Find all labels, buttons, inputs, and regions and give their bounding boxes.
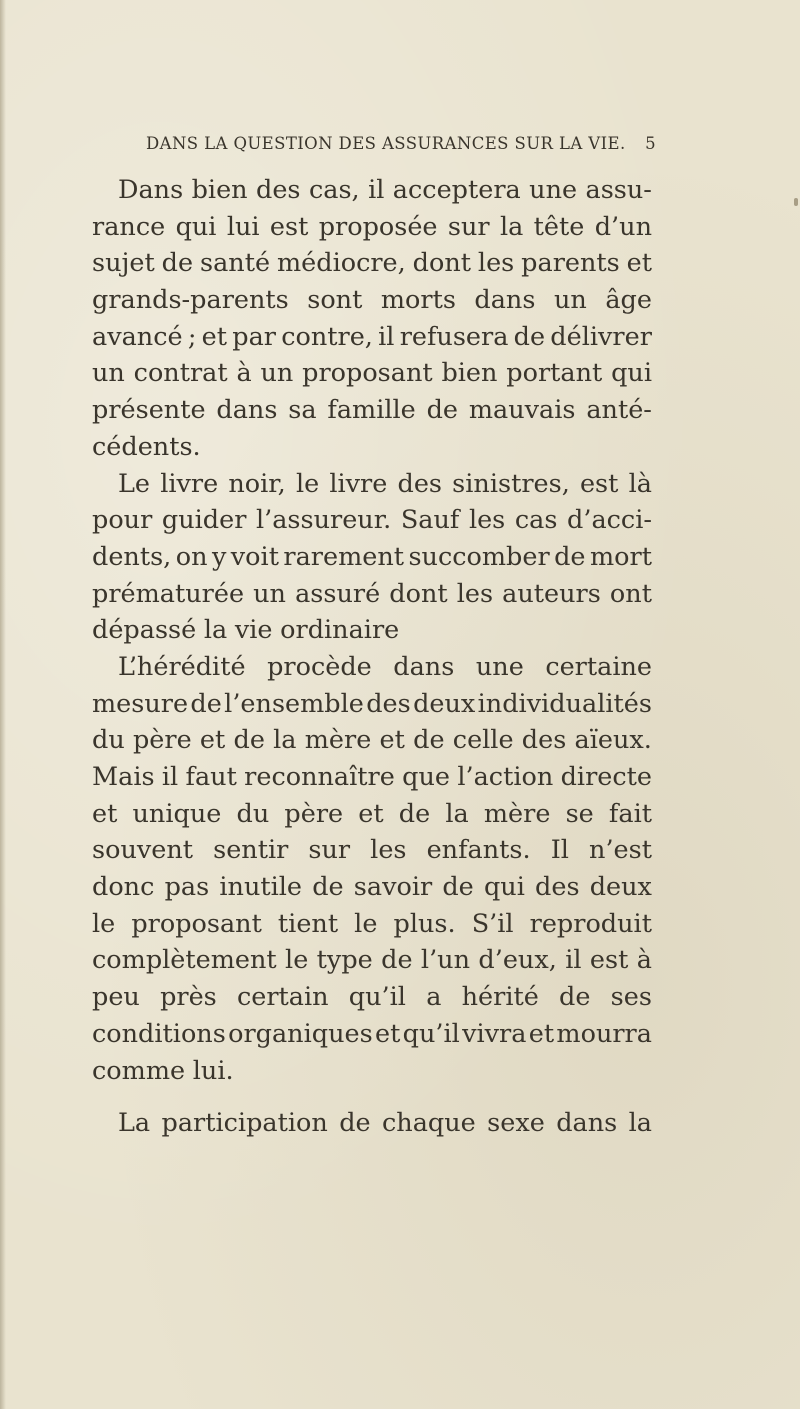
word: la bbox=[203, 615, 228, 646]
word: la bbox=[628, 1108, 652, 1139]
word: faut bbox=[185, 762, 237, 792]
word: il bbox=[368, 175, 385, 205]
word: participation bbox=[161, 1108, 328, 1139]
word: de bbox=[161, 248, 194, 279]
word: acceptera bbox=[392, 175, 521, 205]
word: parents bbox=[521, 248, 620, 279]
word: sinistres, bbox=[452, 468, 570, 499]
word: qui bbox=[611, 358, 652, 389]
word: directe bbox=[560, 762, 652, 792]
text-line bbox=[92, 869, 652, 906]
word: de bbox=[312, 872, 344, 903]
text-line bbox=[92, 576, 652, 613]
word: les bbox=[468, 505, 506, 536]
text-line bbox=[92, 1016, 652, 1053]
word: et bbox=[92, 798, 118, 829]
word: conditions bbox=[92, 1018, 226, 1049]
word: souvent bbox=[92, 835, 194, 866]
word: les bbox=[456, 578, 494, 609]
word: donc bbox=[92, 872, 155, 903]
word: mauvais bbox=[468, 395, 576, 426]
word: dont bbox=[389, 578, 448, 609]
word: qu’il bbox=[402, 1018, 460, 1049]
word: présente bbox=[92, 395, 206, 426]
word: ses bbox=[610, 982, 652, 1013]
word: sur bbox=[308, 835, 351, 866]
word: sujet bbox=[92, 248, 155, 279]
text-line bbox=[92, 796, 652, 833]
word: une bbox=[475, 651, 524, 682]
word: les bbox=[370, 835, 407, 866]
word: aïeux. bbox=[574, 725, 652, 756]
word: ont bbox=[609, 578, 652, 609]
word: refusera bbox=[399, 321, 509, 352]
word: succomber bbox=[408, 541, 550, 572]
word: celle bbox=[452, 725, 514, 756]
word: contre, bbox=[281, 321, 373, 352]
word: là bbox=[628, 468, 652, 499]
word: livre bbox=[329, 468, 388, 499]
word: fait bbox=[608, 798, 652, 829]
word: du bbox=[236, 798, 270, 829]
word: dans bbox=[474, 285, 536, 316]
word: qui bbox=[483, 872, 525, 903]
word: il bbox=[565, 945, 582, 976]
word: rarement bbox=[283, 541, 405, 572]
text-line bbox=[92, 282, 652, 319]
word: de bbox=[559, 982, 591, 1013]
word: pour bbox=[92, 505, 153, 536]
word: voit bbox=[230, 541, 279, 572]
word: anté- bbox=[586, 395, 652, 426]
word: individualités bbox=[477, 688, 652, 719]
word: dans bbox=[556, 1108, 618, 1139]
word: on bbox=[175, 541, 208, 572]
word: prématurée bbox=[92, 578, 245, 609]
text-line bbox=[92, 649, 652, 686]
word: dépassé bbox=[92, 615, 197, 646]
word: de bbox=[513, 321, 546, 352]
word: et bbox=[199, 725, 226, 756]
word: des bbox=[397, 468, 443, 499]
text-line bbox=[92, 832, 652, 869]
word: savoir bbox=[353, 872, 433, 903]
word: âge bbox=[605, 285, 652, 316]
word: père bbox=[132, 725, 192, 756]
text-line bbox=[92, 429, 652, 466]
word: délivrer bbox=[550, 321, 652, 352]
word: a bbox=[426, 982, 442, 1013]
word: et bbox=[528, 1018, 555, 1049]
word: d’acci- bbox=[567, 505, 652, 536]
word: et bbox=[379, 725, 405, 756]
word: des bbox=[366, 688, 411, 719]
word: médiocre, bbox=[276, 248, 406, 279]
word: ; bbox=[187, 321, 197, 352]
word: mourra bbox=[556, 1018, 652, 1049]
word: l’action bbox=[457, 762, 554, 792]
word: des bbox=[521, 725, 567, 756]
word: la bbox=[273, 725, 297, 756]
word: proposée bbox=[318, 211, 438, 242]
word: contrat bbox=[133, 358, 228, 389]
text-line bbox=[92, 722, 652, 759]
word: sont bbox=[307, 285, 363, 316]
word: proposant bbox=[131, 908, 262, 939]
word: L’hérédité bbox=[118, 651, 246, 682]
word: Sauf bbox=[400, 505, 460, 536]
word: de bbox=[233, 725, 265, 756]
word: mère bbox=[483, 798, 551, 829]
word: qui bbox=[175, 211, 217, 242]
page-edge-shadow bbox=[0, 0, 6, 1409]
word: de bbox=[442, 872, 474, 903]
word: ordinaire bbox=[280, 615, 400, 646]
word: assuré bbox=[295, 578, 381, 609]
word: le bbox=[92, 908, 116, 939]
word: bien bbox=[441, 358, 498, 389]
word: il bbox=[161, 762, 179, 792]
text-line bbox=[92, 319, 652, 356]
word: à bbox=[236, 358, 252, 389]
body-text bbox=[92, 172, 652, 1142]
text-line bbox=[92, 686, 652, 723]
word: est bbox=[589, 945, 629, 976]
word: Le bbox=[118, 468, 151, 499]
word: sur bbox=[447, 211, 490, 242]
word: organiques bbox=[228, 1018, 373, 1049]
word: de bbox=[426, 395, 459, 426]
word: reproduit bbox=[529, 908, 652, 939]
word: de bbox=[398, 798, 431, 829]
word: l’ensemble bbox=[224, 688, 364, 719]
word: rance bbox=[92, 211, 166, 242]
running-head bbox=[146, 134, 656, 158]
word: Il bbox=[550, 835, 569, 866]
word: un bbox=[260, 358, 294, 389]
word: plus. bbox=[393, 908, 456, 939]
word: vie bbox=[234, 615, 273, 646]
word: livre bbox=[160, 468, 219, 499]
word: noir, bbox=[228, 468, 286, 499]
word: près bbox=[160, 982, 217, 1013]
word: et bbox=[358, 798, 384, 829]
word: portant bbox=[506, 358, 603, 389]
word: la bbox=[499, 211, 524, 242]
word: S’il bbox=[471, 908, 514, 939]
word: des bbox=[535, 872, 580, 903]
text-line bbox=[92, 172, 652, 209]
word: dont bbox=[412, 248, 472, 279]
word: sa bbox=[288, 395, 317, 426]
text-line bbox=[92, 539, 652, 576]
word: et bbox=[201, 321, 228, 352]
word: unique bbox=[132, 798, 222, 829]
text-line bbox=[92, 209, 652, 246]
word: y bbox=[211, 541, 227, 572]
word: de bbox=[381, 945, 413, 976]
word: lui. bbox=[192, 1055, 234, 1086]
word: l’assureur. bbox=[255, 505, 392, 536]
word: de bbox=[190, 688, 222, 719]
word: hérité bbox=[461, 982, 539, 1013]
word: de bbox=[413, 725, 445, 756]
word: bien bbox=[191, 175, 248, 205]
word: un bbox=[92, 358, 125, 389]
word: mort bbox=[589, 541, 652, 572]
word: deux bbox=[413, 688, 476, 719]
word: est bbox=[579, 468, 619, 499]
word: l’un bbox=[420, 945, 471, 976]
word: la bbox=[445, 798, 469, 829]
word: deux bbox=[589, 872, 652, 903]
word: type bbox=[316, 945, 373, 976]
word: cédents. bbox=[92, 431, 201, 462]
word: Dans bbox=[118, 175, 184, 205]
word: La bbox=[118, 1108, 151, 1139]
page-number: 5 bbox=[645, 134, 656, 153]
word: père bbox=[284, 798, 344, 829]
word: auteurs bbox=[502, 578, 601, 609]
word: est bbox=[269, 211, 309, 242]
running-head-title: DANS LA QUESTION DES ASSURANCES SUR LA VIE. bbox=[146, 134, 626, 153]
word: vivra bbox=[462, 1018, 527, 1049]
text-line bbox=[92, 466, 652, 503]
word: guider bbox=[161, 505, 247, 536]
word: de bbox=[339, 1108, 371, 1139]
word: mesure bbox=[92, 688, 189, 719]
text-line bbox=[92, 612, 652, 649]
text-line bbox=[92, 355, 652, 392]
word: n’est bbox=[589, 835, 652, 866]
word: proposant bbox=[302, 358, 433, 389]
word: morts bbox=[380, 285, 456, 316]
word: cas, bbox=[308, 175, 360, 205]
text-line bbox=[92, 759, 652, 796]
word: comme bbox=[92, 1055, 186, 1086]
word: sexe bbox=[487, 1108, 545, 1139]
word: mère bbox=[304, 725, 372, 756]
word: assu- bbox=[585, 175, 652, 205]
word: sentir bbox=[213, 835, 289, 866]
text-line bbox=[92, 392, 652, 429]
word: lui bbox=[226, 211, 260, 242]
text-line bbox=[92, 942, 652, 979]
word: qu’il bbox=[348, 982, 406, 1013]
word: santé bbox=[200, 248, 271, 279]
word: du bbox=[92, 725, 125, 756]
word: dents, bbox=[92, 541, 172, 572]
word: certain bbox=[236, 982, 329, 1013]
word: le bbox=[354, 908, 378, 939]
word: à bbox=[636, 945, 652, 976]
word: peu bbox=[92, 982, 140, 1013]
word: une bbox=[529, 175, 578, 205]
word: se bbox=[565, 798, 594, 829]
word: il bbox=[378, 321, 395, 352]
word: et bbox=[626, 248, 652, 279]
text-line bbox=[92, 979, 652, 1016]
word: et bbox=[374, 1018, 401, 1049]
paper-speck bbox=[794, 198, 798, 206]
text-line bbox=[92, 1053, 652, 1090]
word: famille bbox=[327, 395, 416, 426]
word: le bbox=[295, 468, 320, 499]
word: par bbox=[232, 321, 276, 352]
word: d’eux, bbox=[478, 945, 557, 976]
word: procède bbox=[267, 651, 372, 682]
word: un bbox=[553, 285, 587, 316]
word: complètement bbox=[92, 945, 277, 976]
word: chaque bbox=[382, 1108, 476, 1139]
word: d’un bbox=[594, 211, 652, 242]
word: les bbox=[477, 248, 515, 279]
word: tête bbox=[533, 211, 585, 242]
word: Mais bbox=[92, 762, 155, 792]
word: enfants. bbox=[426, 835, 531, 866]
word: certaine bbox=[545, 651, 652, 682]
word: des bbox=[256, 175, 301, 205]
word: pas bbox=[164, 872, 210, 903]
word: que bbox=[402, 762, 450, 792]
word: tient bbox=[277, 908, 339, 939]
word: cas bbox=[514, 505, 558, 536]
word: le bbox=[285, 945, 309, 976]
text-line bbox=[92, 245, 652, 282]
word: un bbox=[253, 578, 286, 609]
text-line bbox=[92, 1105, 652, 1142]
word: grands-parents bbox=[92, 285, 289, 316]
word: de bbox=[554, 541, 586, 572]
word: reconnaître bbox=[244, 762, 395, 792]
text-line bbox=[92, 502, 652, 539]
text-line bbox=[92, 906, 652, 943]
word: dans bbox=[393, 651, 455, 682]
word: dans bbox=[216, 395, 278, 426]
word: inutile bbox=[219, 872, 303, 903]
word: avancé bbox=[92, 321, 183, 352]
